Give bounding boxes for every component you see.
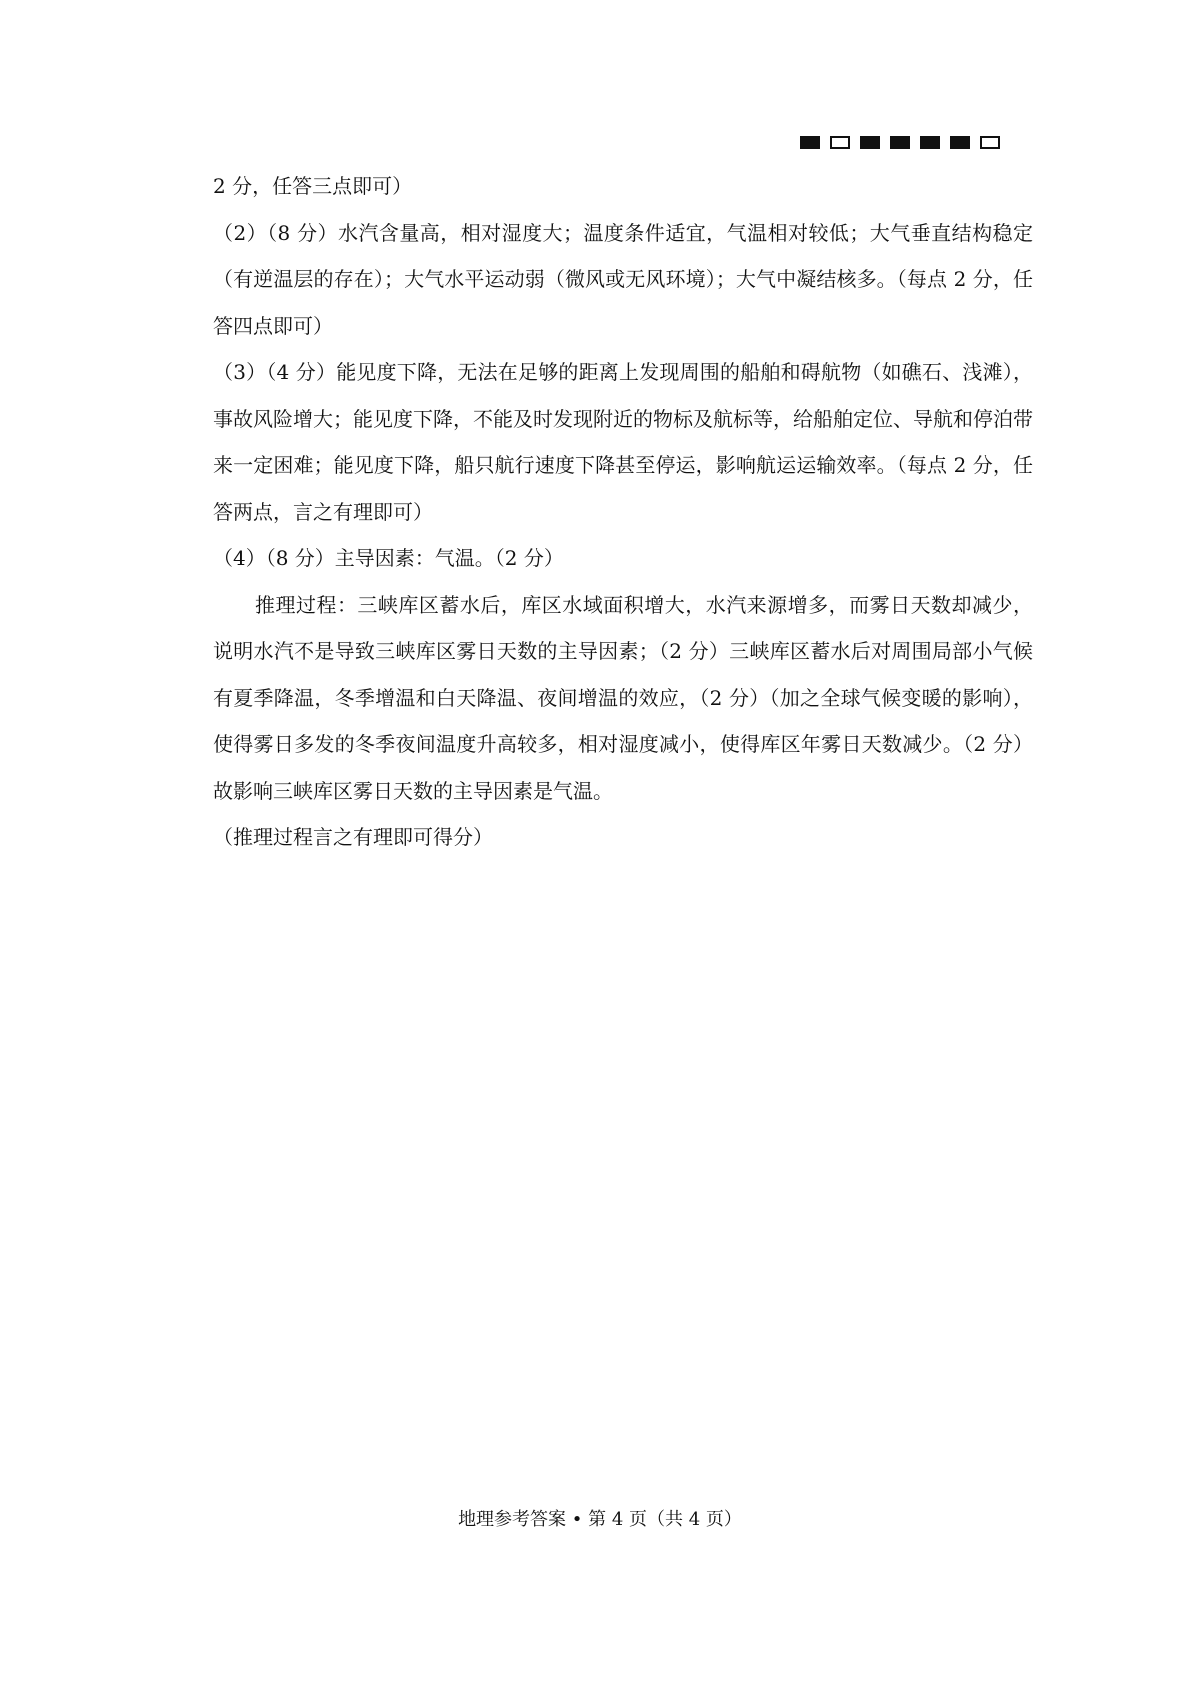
- marker-block-7: [980, 136, 1000, 149]
- header-markers: [800, 136, 1000, 149]
- marker-block-5: [920, 136, 940, 149]
- marker-block-2: [830, 136, 850, 149]
- marker-block-1: [800, 136, 820, 149]
- page-footer: 地理参考答案 • 第 4 页（共 4 页）: [458, 1509, 742, 1530]
- answer-q3: （3）（4 分）能见度下降，无法在足够的距离上发现周围的船舶和碍航物（如礁石、浅滩），事故风险增大；能见度下降，不能及时发现附近的物标及航标等，给船舶定位、导航和停泊带来一定困难；能见度下降，船只航行速度下降甚至停运，影响航运运输效率。（每点 2 分，任答两点，言之有理即可）: [213, 360, 1033, 524]
- answer-q4-reasoning: 推理过程：三峡库区蓄水后，库区水域面积增大，水汽来源增多，而雾日天数却减少，说明水汽不是导致三峡库区雾日天数的主导因素；（2 分）三峡库区蓄水后对周围局部小气候有夏季降温，冬季增温和白天降温、夜间增温的效应，（2 分）（加之全球气候变暖的影响），使得雾日多发的冬季夜间温度升高较多，相对湿度减小，使得库区年雾日天数减少。（2 分）故影响三峡库区雾日天数的主导因素是气温。: [213, 592, 1033, 803]
- answer-content: [213, 163, 1033, 861]
- answer-q1-tail: 2 分，任答三点即可）: [213, 174, 413, 198]
- marker-block-3: [860, 136, 880, 149]
- marker-block-6: [950, 136, 970, 149]
- answer-q4-note: （推理过程言之有理即可得分）: [213, 825, 493, 849]
- answer-q4: （4）（8 分）主导因素：气温。（2 分）: [213, 546, 564, 570]
- marker-block-4: [890, 136, 910, 149]
- answer-q2: （2）（8 分）水汽含量高，相对湿度大；温度条件适宜，气温相对较低；大气垂直结构稳定（有逆温层的存在）；大气水平运动弱（微风或无风环境）；大气中凝结核多。（每点 2 分，任答四点即可）: [213, 220, 1033, 338]
